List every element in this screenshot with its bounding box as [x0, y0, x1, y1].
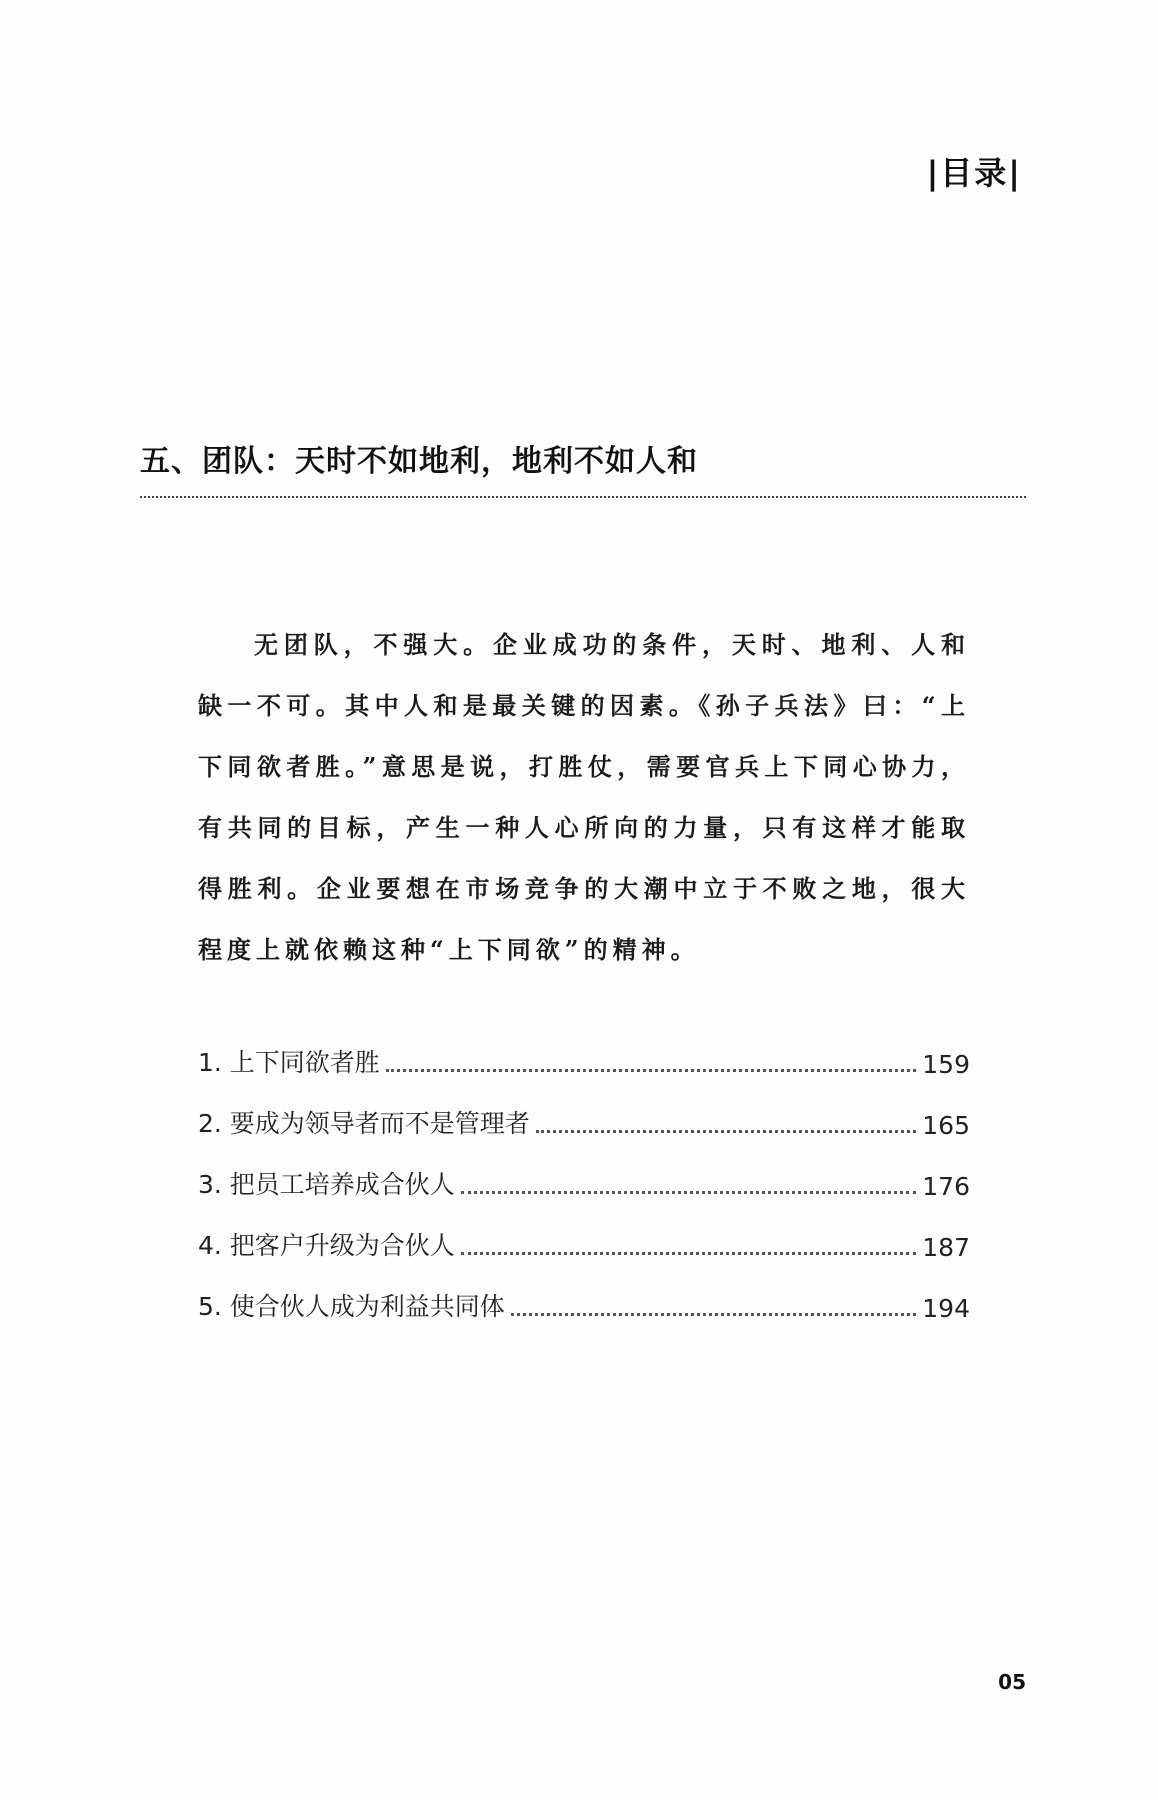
toc-entry-label: 5. 使合伙人成为利益共同体: [198, 1292, 505, 1321]
section-intro-paragraph: 无团队，不强大。企业成功的条件，天时、地利、人和缺一不可。其中人和是最关键的因素。《孙子兵法》曰：“上下同欲者胜。”意思是说，打胜仗，需要官兵上下同心协力，有共同的目标，产生一种人心所向的力量，只有这样才能取得胜利。企业要想在市场竞争的大潮中立于不败之地，很大程度上就依赖这种“上下同欲”的精神。: [198, 630, 970, 964]
toc-leader-dots: [461, 1191, 916, 1194]
toc-entry-5[interactable]: [198, 1262, 970, 1323]
toc-header-mark: |目录|: [926, 154, 1022, 192]
toc-entry-page: 194: [922, 1294, 970, 1323]
toc-entry-page: 187: [922, 1233, 970, 1262]
toc-entry-label: 2. 要成为领导者而不是管理者: [198, 1109, 530, 1138]
toc-entry-label: 1. 上下同欲者胜: [198, 1048, 380, 1077]
page-number: 05: [998, 1670, 1026, 1694]
toc-entry-label: 3. 把员工培养成合伙人: [198, 1170, 455, 1199]
toc-entry-page: 159: [922, 1050, 970, 1079]
section-title: 五、团队：天时不如地利，地利不如人和: [140, 444, 698, 479]
toc-entry-page: 176: [922, 1172, 970, 1201]
toc-entry-3[interactable]: [198, 1140, 970, 1201]
toc-entry-1[interactable]: [198, 1018, 970, 1079]
toc-leader-dots: [461, 1252, 916, 1255]
title-dotted-rule: [140, 496, 1026, 498]
toc-leader-dots: [386, 1069, 916, 1072]
toc-leader-dots: [536, 1130, 916, 1133]
toc-entry-label: 4. 把客户升级为合伙人: [198, 1231, 455, 1260]
toc-entry-page: 165: [922, 1111, 970, 1140]
toc-entry-2[interactable]: [198, 1079, 970, 1140]
toc-list: [198, 1018, 970, 1323]
toc-entry-4[interactable]: [198, 1201, 970, 1262]
toc-leader-dots: [511, 1313, 916, 1316]
